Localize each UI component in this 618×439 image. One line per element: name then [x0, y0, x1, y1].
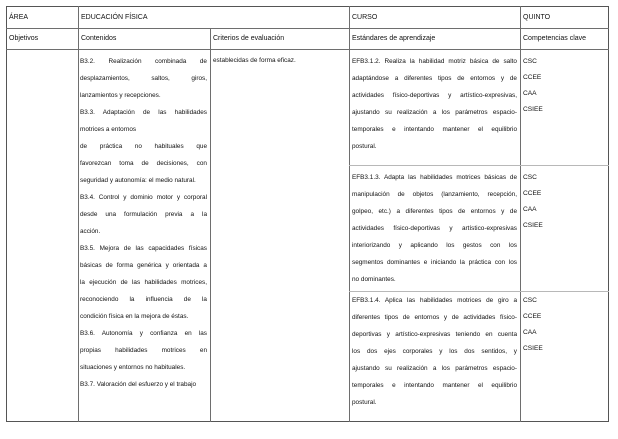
standard-line: diferentes tipos de entornos y de actividades físico- — [352, 314, 517, 321]
col-divider — [78, 6, 79, 422]
standard-efb3-1-4 — [352, 292, 517, 411]
col-divider — [520, 6, 521, 422]
standard-line: deportivas y artístico-expresivas teniendo en cuenta — [352, 331, 517, 338]
col-header-objetivos: Objetivos — [9, 35, 39, 42]
standard-line: no dominantes. — [352, 276, 396, 283]
competencia-badge: CSIEE — [523, 106, 543, 113]
contenidos-line: B3.7. Valoración del esfuerzo y el trabajo — [80, 381, 197, 388]
row-divider — [6, 28, 609, 29]
col-divider — [349, 6, 350, 422]
competencias-list — [523, 54, 543, 118]
standard-efb3-1-2 — [352, 53, 517, 155]
contenidos-line: favorezcan toma de decisiones, con — [80, 160, 207, 167]
contenidos-line: lanzamientos y recepciones. — [80, 92, 161, 99]
contenidos-line: propias habilidades motrices en — [80, 347, 207, 354]
contenidos-line: B3.2. Realización combinada de — [80, 58, 207, 65]
standard-line: EFB3.1.2. Realiza la habilidad motriz básica de salto — [352, 58, 517, 65]
col-header-competencias: Competencias clave — [523, 35, 587, 42]
criterios-text: establecidas de forma eficaz. — [213, 57, 296, 64]
row-divider — [349, 165, 609, 166]
standard-line: manipulación de objetos (lanzamiento, recepción, — [352, 191, 517, 198]
contenidos-line: reconociendo la influencia de la — [80, 296, 207, 303]
competencia-badge: CCEE — [523, 313, 542, 320]
standard-line: actividades físico-deportivas y artístico-expresivas, — [352, 92, 517, 99]
contenidos-line: B3.4. Control y dominio motor y corporal — [80, 194, 207, 201]
standard-line: ajustando su realización a los parámetros espacio- — [352, 365, 517, 372]
contenidos-line: de práctica no habituales que — [80, 143, 207, 150]
standard-line: ajustando su realización a los parámetros espacio- — [352, 109, 517, 116]
contenidos-line: B3.5. Mejora de las capacidades físicas — [80, 245, 207, 252]
competencia-badge: CSC — [523, 58, 537, 65]
contenidos-line: condición física en la mejora de éstas. — [80, 313, 189, 320]
course-label: CURSO — [352, 14, 378, 21]
contenidos-text — [80, 53, 207, 393]
standard-line: EFB3.1.4. Aplica las habilidades motrices de giro a — [352, 297, 517, 304]
competencia-badge: CSIEE — [523, 345, 543, 352]
standard-line: los dos ejes corporales y los dos sentidos, y — [352, 348, 517, 355]
area-value: EDUCACIÓN FÍSICA — [81, 14, 148, 21]
contenidos-line: seguridad y autonomía: el medio natural. — [80, 177, 196, 184]
col-header-criterios: Criterios de evaluación — [213, 35, 285, 42]
course-value: QUINTO — [523, 14, 551, 21]
col-header-estandares: Estándares de aprendizaje — [352, 35, 436, 42]
col-header-contenidos: Contenidos — [81, 35, 117, 42]
competencia-badge: CAA — [523, 90, 537, 97]
standard-line: EFB3.1.3. Adapta las habilidades motrices básicas de — [352, 174, 517, 181]
competencia-badge: CCEE — [523, 74, 542, 81]
competencia-badge: CAA — [523, 329, 537, 336]
col-divider — [210, 28, 211, 422]
standard-line: postural. — [352, 143, 377, 150]
contenidos-line: situaciones y entornos no habituales. — [80, 364, 186, 371]
standard-line: golpeo, etc.) a diferentes tipos de entornos y de — [352, 208, 517, 215]
competencia-badge: CAA — [523, 206, 537, 213]
contenidos-line: B3.6. Autonomía y confianza en las — [80, 330, 207, 337]
contenidos-line: motrices a entornos — [80, 126, 137, 133]
curriculum-table — [6, 6, 610, 423]
standard-line: temporales e intentando mantener el equilibrio — [352, 382, 517, 389]
competencias-list — [523, 170, 543, 234]
standard-line: segmentos dominantes e iniciando la práctica con los — [352, 259, 517, 266]
standard-line: temporales e intentando mantener el equilibrio — [352, 126, 517, 133]
contenidos-line: la ejecución de las habilidades motrices, — [80, 279, 207, 286]
standard-line: actividades físico-deportivas y artístico-expresivas — [352, 225, 517, 232]
area-label: ÁREA — [9, 14, 29, 21]
contenidos-line: desde una formulación previa a la — [80, 211, 207, 218]
contenidos-line: B3.3. Adaptación de las habilidades — [80, 109, 207, 116]
standard-line: adaptándose a diferentes tipos de entornos y de — [352, 75, 517, 82]
standard-efb3-1-3 — [352, 169, 517, 288]
competencia-badge: CSC — [523, 297, 537, 304]
competencias-list — [523, 293, 543, 357]
competencia-badge: CSIEE — [523, 222, 543, 229]
contenidos-line: desplazamientos, saltos, giros, — [80, 75, 207, 82]
competencia-badge: CSC — [523, 174, 537, 181]
standard-line: postural. — [352, 399, 377, 406]
competencia-badge: CCEE — [523, 190, 542, 197]
row-divider — [6, 49, 609, 50]
standard-line: interiorizando y aplicando los gestos con los — [352, 242, 517, 249]
contenidos-line: acción. — [80, 228, 101, 235]
contenidos-line: básicas de forma genérica y orientada a — [80, 262, 207, 269]
